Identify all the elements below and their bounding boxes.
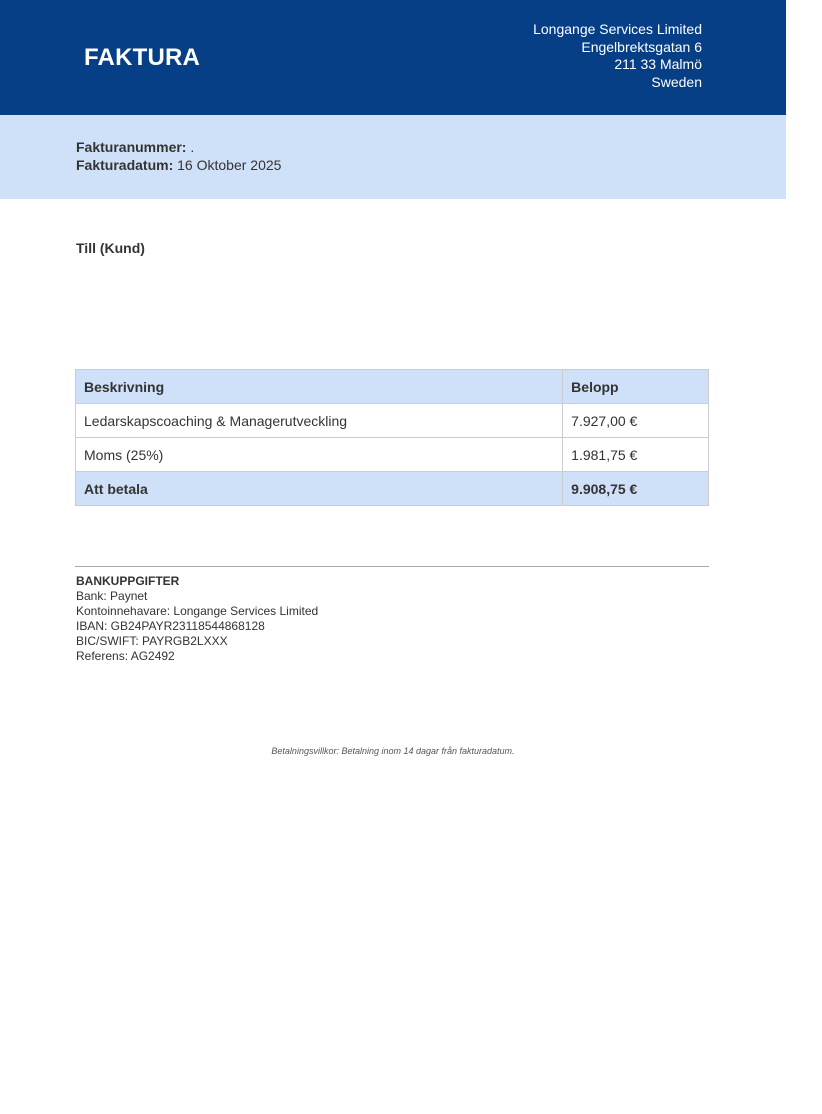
company-city: 211 33 Malmö: [614, 56, 702, 72]
column-header-amount: Belopp: [563, 370, 709, 404]
row-amount: 1.981,75 €: [563, 438, 709, 472]
column-header-description: Beskrivning: [76, 370, 563, 404]
invoice-number-value: .: [190, 139, 195, 155]
table-header-row: [76, 370, 709, 404]
table-row: [76, 404, 709, 438]
payment-terms: Betalningsvillkor: Betalning inom 14 dagar från fakturadatum.: [271, 746, 515, 756]
invoice-number-label: Fakturanummer:: [76, 139, 187, 155]
section-divider: [75, 566, 709, 567]
company-country: Sweden: [651, 73, 702, 90]
row-amount: 7.927,00 €: [563, 404, 709, 438]
invoice-date-label: Fakturadatum:: [76, 157, 174, 173]
table-row: [76, 438, 709, 472]
payment-reference: Referens: AG2492: [76, 649, 175, 663]
row-description: Moms (25%): [76, 438, 563, 472]
bank-details-title: BANKUPPGIFTER: [76, 574, 180, 588]
invoice-items-table: [75, 369, 709, 506]
total-amount: 9.908,75 €: [563, 472, 709, 506]
invoice-title: FAKTURA: [84, 44, 201, 71]
total-row: [76, 472, 709, 506]
company-name: Longange Services Limited: [533, 21, 702, 37]
invoice-number: [76, 139, 194, 155]
row-description: Ledarskapscoaching & Managerutveckling: [76, 404, 563, 438]
invoice-date-value: 16 Oktober 2025: [177, 157, 282, 173]
company-address: [533, 21, 702, 91]
account-holder: Kontoinnehavare: Longange Services Limited: [76, 604, 319, 618]
bic-swift: BIC/SWIFT: PAYRGB2LXXX: [76, 634, 228, 648]
total-label: Att betala: [76, 472, 563, 506]
invoice-date: [76, 157, 281, 173]
bank-details: [76, 574, 318, 664]
invoice-header: [0, 0, 786, 115]
company-street: Engelbrektsgatan 6: [581, 38, 702, 55]
customer-label: Till (Kund): [76, 240, 145, 256]
iban: IBAN: GB24PAYR23118544868128: [76, 619, 265, 633]
bank-name: Bank: Paynet: [76, 589, 148, 603]
